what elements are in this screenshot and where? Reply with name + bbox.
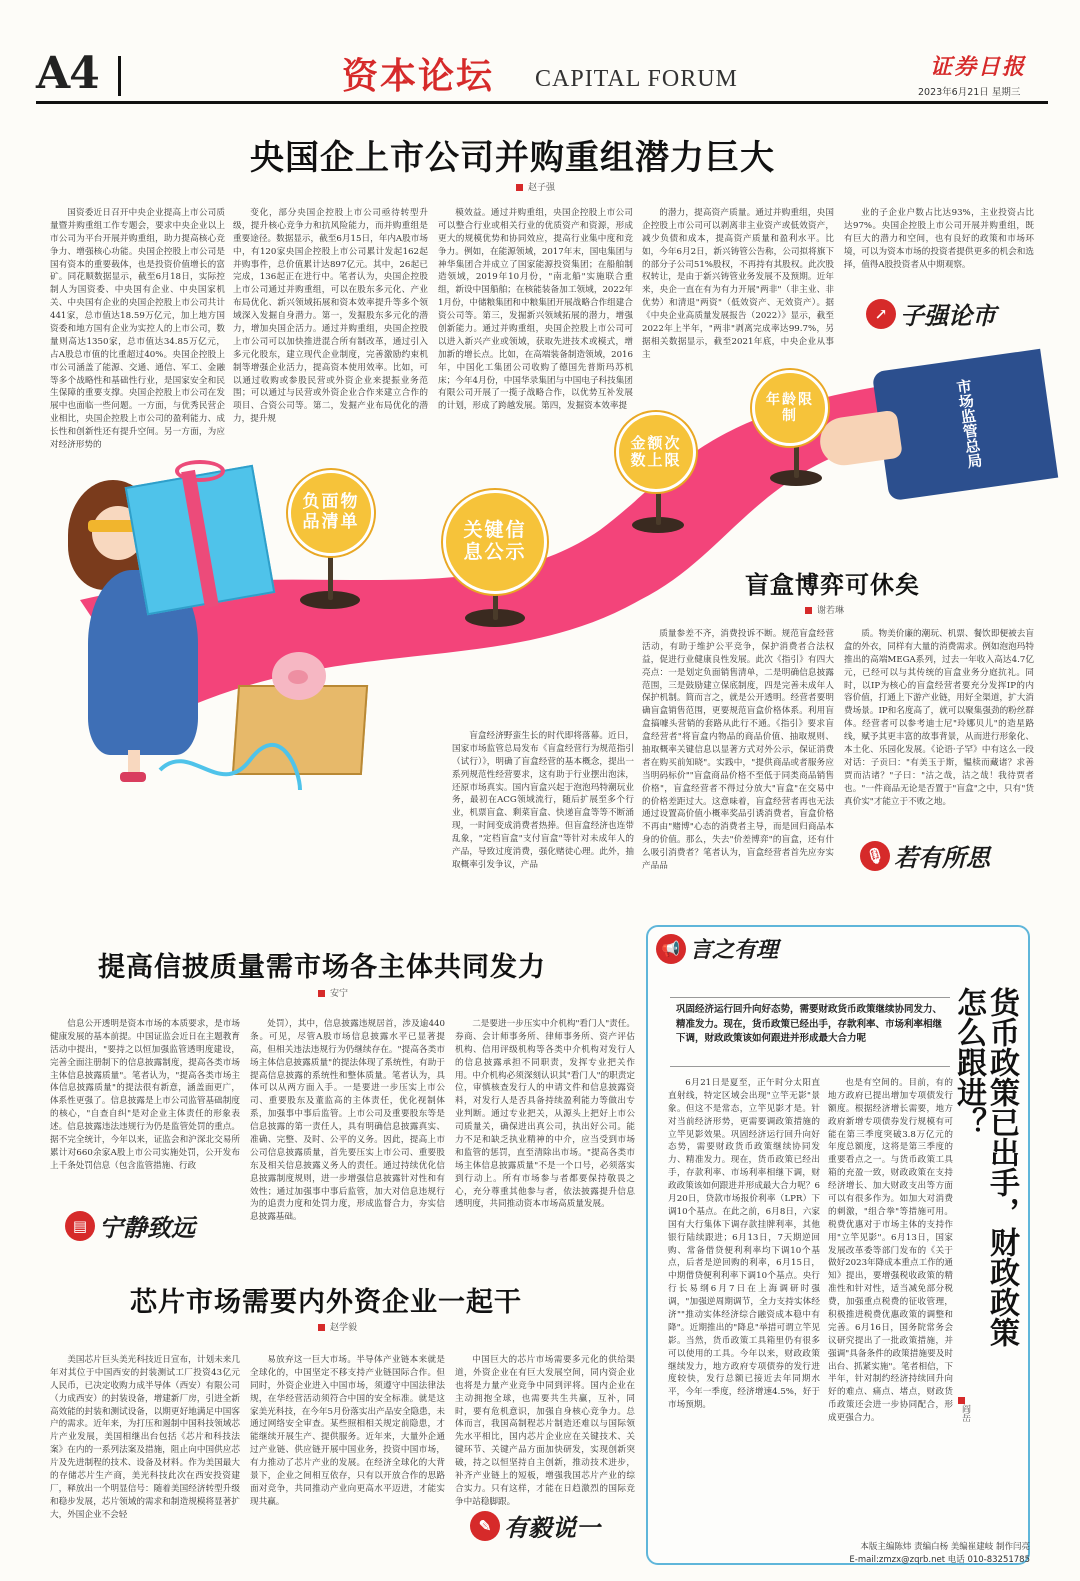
article-column	[50, 1018, 240, 1198]
article-column	[455, 1354, 635, 1507]
chart-icon: ↗	[866, 299, 896, 329]
section-title: 资本论坛	[342, 55, 495, 97]
issue-date: 2023年6月21日 星期三	[918, 87, 1021, 98]
paragraph: 处罚），其中，信息披露违规居首，涉及逾440条。可见，尽管A股市场信息披露水平已显著提高，但相关违法违规行为仍继续存在。"提高各类市场主体信息披露质量"的提法体现了系统性，有助于提高信息披露的系统性和整体质量。笔者认为，具体可以从两方面入手。一是要进一步压实上市公司、重要股东及董监高的主体责任，优化视制体系，加强事中事后监管。上市公司及重要股东等是信息披露的第一责任人，具有明确信息披露真实、准确、完整、及时、公平的义务。因此，提高上市公司信息披露质量，首先要压实上市公司、重要股东及相关信息披露义务人的责任。通过持续优化信息披露制度规则，进一步增强信息披露针对性和有效性；通过加强事中事后监管，加大对信息违规行为的追责力度和处罚力度，形成监督合力，夯实信息披露基础。	[250, 1019, 445, 1223]
article-column	[452, 730, 634, 890]
column-name: 言之有理	[690, 937, 779, 963]
article-column	[828, 1077, 953, 1547]
footer	[740, 1541, 1030, 1567]
headline: 芯片市场需要内外资企业一起干	[130, 1287, 522, 1318]
article-column	[455, 1018, 635, 1253]
microphone-icon: 🎙	[860, 841, 890, 871]
article-column	[250, 1354, 445, 1554]
sign-amount-limit: 金额次数上限	[616, 412, 696, 492]
section-title-en: CAPITAL FORUM	[535, 66, 738, 92]
column-name: 有毅说一	[504, 1513, 600, 1542]
gift-bow-icon	[175, 460, 225, 482]
paragraph: 也是有空间的。目前，有的地方政府已提出增加专项债发行额度。根据经济增长需要，地方政府新增专项债券发行规模有可能在第三季度突破3.8万亿元的年度总额度，这将是第三季度的重要看点之一。与货币政策工具箱的充盈一致，财政政策在支持经济增长、加大财政支出等方面可以有很多作为。如加大对消费的刺激，"组合拳"等措施可用。税费优惠对于市场主体的支持作用"立竿见影"。6月13日，国家发展改革委等部门发布的《关于做好2023年降成本重点工作的通知》提出，要增强税收政策的精准性和针对性，适当减免部分税费，加强重点税费的征收管理，积极推进税费优惠政策的调整和完善。6月16日，国务院常务会议研究提出了一批政策措施，并强调"具备条件的政策措施要及时出台、抓紧实施"。笔者相信，下半年，针对制约经济持续回升向好的难点、痛点、堵点，财政货币政策还会进一步协同配合，形成更强合力。	[828, 1078, 953, 1424]
paragraph: 美国芯片巨头美光科技近日宣布，计划未来几年对其位于中国西安的封装测试工厂投资43亿元人民币，已决定收购力成半导体（西安）有限公司（力成西安）的封装设备，增建新厂房，引进全新高效能的封装和测试设备，以期更好地满足中国客户的需求。近年来，为打压和遏制中国科技领域芯片产业发展，美国相继出台包括《芯片和科技法案》在内的一系列法案及措施，阻止向中国供应芯片及先进制程的技术、设备及材料。作为美国最大的存储芯片生产商，美光科技此次在西安投资建厂，释放出一个明显信号：随着美国经济转型升级和稳步发展，芯片领域的需求和制造规模将显著扩大，外国企业不会轻	[50, 1355, 240, 1520]
sleeve-label: 市场监管总局	[953, 377, 985, 470]
paragraph: 信息公开透明是资本市场的本质要求，是市场健康发展的基本前提。中国证监会近日在主题教育活动中提出，"要持之以恒加强监管透明度建设，完善全面注册制下的信息披露制度，提高各类市场主体信息披露质量"。笔者认为，"提高各类市场主体信息披露质量"的提法很有新意，涵盖面更广，体系性更强了。信息披露是上市公司监管基础制度的核心，"自查自纠"是对企业主体责任的形象表述。信息披露违法违规行为仍是监管处罚的重点。据不完全统计，今年以来，证监会和沪深北交易所累计对660余家A股上市公司实施处罚，公开发布上千条处罚信息（包含监管措施、行政	[50, 1019, 240, 1171]
summary-box	[670, 997, 950, 1067]
article-column	[642, 207, 834, 360]
page-number: A4	[36, 48, 99, 99]
sign-age-limit: 年龄限制	[752, 370, 828, 446]
paragraph: 二是要进一步压实中介机构"看门人"责任。券商、会计师事务所、律师事务所、资产评估机构、信用评级机构等各类中介机构对发行人的信息披露承担不同职责，发挥专业把关作用。中介机构必须深刻认识其"看门人"的职责定位，审慎核查发行人的申请文件和信息披露资料，对发行人是否具备持续盈利能力等做出专业判断。通过专业把关，从源头上把好上市公司质量关，确保进出真公司，执出好公司。能力不足和缺乏执业精神的中介，应当受到市场和监管的惩罚，直至清除出市场。"提高各类市场主体信息披露质量"不是一个口号，必须落实到行动上。所有市场参与者都要保持敬畏之心，充分尊重其他参与者，依法披露提升信息透明度，共同推动资本市场高质量发展。	[455, 1019, 635, 1210]
paragraph: 盲盒经济野蛮生长的时代即将落幕。近日，国家市场监管总局发布《盲盒经营行为规范指引（试行）》，明确了盲盒经营的基本概念，提出一系列规范性经营要求，这有助于行业摆出泡沫，还原市场真实。国内盲盒兴起于泡泡玛特潮玩业务，最初在ACG领域流行，随后扩展至多个行业，机票盲盒、剩菜盲盒、快递盲盒等等不断涌现，一时间变成消费者热捧。但盲盒经济也连带乱象，"定档盲盒"支付盲盒"等针对未成年人的产品，导致过度消费，强化赌徒心理。此外，抽取概率引发争议，产品	[452, 731, 634, 870]
masthead-divider	[118, 56, 121, 96]
sign-negative-list: 负面物品清单	[288, 470, 374, 556]
summary-text: 巩固经济运行回升向好态势，需要财政货币政策继续协同发力、精准发力。现在，货币政策已经出手，存款利率、市场利率相继下调，财政政策该如何跟进并形成最大合力呢	[676, 1004, 943, 1045]
byline: 赵学毅	[318, 1320, 357, 1333]
byline: 安宁	[318, 986, 348, 999]
editor-credits: 本版主编陈炜 责编白杨 美编崔建岐 制作闫亮	[860, 1542, 1030, 1552]
byline: 赵子强	[516, 180, 555, 193]
paragraph: 质。物美价廉的潮玩、机票、餐饮即便被去盲盒的外衣，同样有大量的消费需求。例如泡泡玛特推出的高端MEGA系列，过去一年收入高达4.7亿元，已经可以与其传统的盲盒业务分庭抗礼。同时，以IP为核心的盲盒经营者要充分发挥IP的内容价值，打通上下游产业链，用好全渠道，扩大消费场景。IP和名度高了，就可以聚集强劲的粉丝群体。经营者可以参考迪士尼"玲娜贝儿"的造星路线，赋予其更丰富的故事背景，从而进行形象化、本土化、乐园化发展。《论语·子罕》中有这么一段对话：子贡曰："有美玉于斯，韫椟而藏诸？求善贾而沽诸？"子曰："沽之哉，沽之哉！我待贾者也。"一件商品无论是否置于"盲盒"之中，只有"货真价实"才能立于不败之地。	[844, 629, 1034, 807]
paragraph: 的潜力，提高资产质量。通过并购重组，央国企控股上市公司可以剥离非主业资产或低效资产，减少负债和成本，提高资产质量和盈利水平。比如，今年6月2日，新兴铸管公告称，公司拟将旗下的部分子公司51%股权，不再持有其股权。此次股权转让，是由于新兴铸管业务发展不及预期。近年来，央企一直在有为有力开展"两非"（非主业、非优势）和清退"两资"（低效资产、无效资产）。据《中央企业高质量发展报告（2022）》显示，截至2022年上半年，"两非"剥离完成率达99.7%，另据相关数据显示，截至2021年底，中央企业从事主	[642, 208, 834, 360]
byline: 阎岳	[958, 1397, 972, 1422]
article-fiscal-policy	[646, 925, 1030, 1565]
paragraph: 中国巨大的芯片市场需要多元化的供给渠道，外资企业在有巨大发展空间，同内资企业也将是力量产业竞争中同到评将。国内企业在主动拥抱全球，也需要共生共赢，互补，同时，要有危机意识，加强自身核心竞争力。总体而言，我国高制程芯片制造还难以与国际领先水平相比，国内芯片企业应在关键技术、关键环节、关键产品方面加快研发，实现创新突破，持之以恒坚持自主创新，推动技术进步，补齐产业链上的短板，增强我国芯片产业的综合实力。只有这样，才能在日趋激烈的国际竞争中站稳脚跟。	[455, 1355, 635, 1507]
byline: 谢若琳	[805, 603, 844, 616]
megaphone-icon: 📢	[656, 934, 686, 964]
vertical-headline: 货币政策已出手，财政政策怎么跟进？	[951, 987, 1019, 1347]
column-name: 子强论市	[900, 301, 996, 330]
column-brand	[470, 1508, 600, 1543]
ribbon-curl	[150, 730, 310, 810]
column-brand	[65, 1208, 195, 1243]
column-brand	[860, 838, 990, 873]
paragraph: 变化，部分央国企控股上市公司亟待转型升级，提升核心竞争力和抗风险能力，而并购重组是重要途径。数据显示，截至6月15日，年内A股市场中，有120家央国企控股上市公司累计发起162起并购事件，总价值累计达897亿元。其中，26起已完成，136起正在进行中。笔者认为，央国企控股上市公司通过并购重组，可以在股东多元化、产业布局优化、新兴领域拓展和资本效率提升等多个领域深入发掘自身潜力。第一，发掘股东多元化的潜力，增加央国企活力。通过并购重组，央国企控股上市公司可以加快推进混合所有制改革，通过引入多元化股东，建立现代企业制度，完善激励约束机制等增强企业活力，提高资本使用效率。比如，可以通过收购或参股民营或外资企业来提振业务范围；可以通过与民营或外资企业合作来建立合作的项目、合资公司等。第二，发掘产业布局优化的潜力，提升规	[233, 208, 428, 425]
article-column	[668, 1077, 820, 1547]
article-column	[844, 628, 1034, 828]
masthead-rule	[36, 101, 1048, 104]
girl-shoe	[120, 772, 146, 782]
article-column	[844, 207, 1034, 297]
column-name: 若有所思	[894, 843, 990, 872]
paragraph: 国资委近日召开中央企业提高上市公司质量暨并购重组工作专题会，要求中央企业以上市公司为平台开展并购重组，助力提高核心竞争力、增强核心功能。央国企控股上市公司是国有资本的重要载体，也是投资价值增长的富矿。同花顺数据显示，截至6月18日，实际控制人为国资委、中央国有企业、中央国家机关、中央国有企业的央国企控股上市公司共计441家，总市值达18.59万亿元，加上地方国资委和地方国有企业为实控人的上市公司，数量则高达1350家，总市值达34.85万亿元，占A股总市值的比重超过40%。央国企控股上市公司涵盖了能源、交通、通信、军工、金融等多个战略性和基础性行业，是国家安全和民生保障的重要支撑。央国企控股上市公司在发展中也面临一些问题。一方面，与优秀民营企业相比，央国企控股上市公司的盈利能力、成长性和创新性还有提升空间。另一方面，为应对经济形势的	[50, 208, 225, 451]
paragraph: 易放弃这一巨大市场。半导体产业链本来就是全球化的，中国坚定不移支持产业链国际合作。但同时，外资企业进入中国市场，须遵守中国法律法规，在华经营活动须符合中国的安全标准。就是这家美光科技，在今年5月份落实出产品安全隐患，未通过网络安全审查。某些照相相关规定前隐患，才能继续开展生产、提供服务。近年来，大量外企通过产业链、供应链开展中国业务，投资中国市场，有力推动了芯片产业的发展。在经济全球化的大背景下，企业之间相互依存，只有以开放合作的思路面对竞争，共同推动产业向更高水平迈进，才能实现共赢。	[250, 1355, 445, 1507]
headline: 央国企上市公司并购重组潜力巨大	[250, 138, 775, 178]
column-brand	[656, 933, 778, 964]
masthead	[0, 0, 1080, 110]
sign-key-info: 关键信息公示	[443, 490, 547, 594]
paragraph: 质量参差不齐，消费投诉不断。规范盲盒经营活动，有助于维护公平竞争，保护消费者合法权益，促进行业健康良性发展。此次《指引》有四大亮点：一是划定负面销售清单，二是明确信息披露范围，三是鼓励建立保底制度，四是完善未成年人保护机制。简而言之，就是公开透明。经营者要明确盲盒销售范围，更要规范盲盒价格体系。利用盲盒搞噱头营销的套路从此行不通。《指引》要求盲盒经营者"将盲盒内物品的商品价值、抽取规则、抽取概率关键信息以显著方式对外公示，保证消费者在购买前知晓"。实践中，"提供商品或者服务应当明码标价""盲盒商品价格不至低于同类商品销售价格"，盲盒经营者不得过分放大"盲盒"在交易中的价格差距过大。这意味着，盲盒经营者再也无法通过设置高价值小概率奖品引诱消费者，盲盒价格不再由"赌博"心态的消费者主导，而是回归商品本身的价值。那么，失去"价差博弈"的盲盒，还有什么吸引消费者？笔者认为，盲盒经营者首先应夯实产品品	[642, 629, 834, 872]
article-column	[642, 628, 834, 890]
headline: 盲盒博弈可休矣	[745, 570, 920, 599]
megaphone-icon: ✎	[470, 1511, 500, 1541]
paragraph: 6月21日是夏至，正午时分太阳直直射线，特定区域会出现"立竿无影"景象。但这不是常态，立竿见影才是。针对当前经济形势，更需要调政策措施的立竿见影效果。巩固经济运行回升向好态势，需要财政货币政策继续协同发力、精准发力。现在，货币政策已经出手，存款利率、市场利率相继下调，财政政策该如何跟进并形成最大合力呢？6月20日，贷款市场报价利率（LPR）下调10个基点。在此之前，6月8日，六家国有大行集体下调存款挂牌利率，其他银行陆续跟进；6月13日，7天期逆回购、常备借贷便利利率均下调10个基点，后者是逆回购的利率，6月15日，中期借贷便利利率下调10个基点。央行行长易纲6月7日在上海调研时强调，"加强逆周期调节，全力支持实体经济""推动实体经济综合融资成本稳中有降"。近期推出的"降息"举措可谓立竿见影。当然，货币政策工具箱里仍有很多可以使用的工具。今年以来，财政政策继续发力，地方政府专项债券的发行进度较快，发行总额已接近去年同期水平，今年一季度，经济增速4.5%，好于市场预期。	[668, 1078, 820, 1411]
paragraph: 业的子企业户数占比达93%，主业投资占比达97%。央国企控股上市公司开展并购重组，既有巨大的潜力和空间，也有良好的政策和市场环境，可以为资本市场的投资者提供更多的机会和选择，值得A股投资者从中期观察。	[844, 208, 1034, 270]
column-name: 宁静致远	[99, 1213, 195, 1242]
book-icon: ▤	[65, 1211, 95, 1241]
paragraph: 模效益。通过并购重组，央国企控股上市公司可以整合行业或相关行业的优质资产和资源，形成更大的规模优势和协同效应，提高行业集中度和竞争力。例如，在能源领域，2017年末，国电集团与神华集团合并成立了国家能源投资集团；在船舶制造领域，2019年10月份，"南北船"实施联合重组，新设中国船舶；在核能装备加工领域，2022年1月份，中储粮集团和中粮集团开展战略合作组建合资公司等。第三，发掘新兴领域拓展的潜力，增强创新能力。通过并购重组，央国企控股上市公司可以进入新兴产业或领域，获取先进技术或模式，增加新的增长点。比如，在高端装备制造领域，2016年，中国化工集团公司收购了德国先普斯玛苏机床；今年4月份，中国华录集团与中国电子科技集团有限公司开展了一揽子战略合作，以优势互补发展的计划，形成了跨越发展。第四，发掘资本效率提	[438, 208, 633, 412]
contact-info: E-mail:zmzx@zqrb.net 电话 010-83251785	[849, 1554, 1030, 1565]
article-column	[50, 1354, 240, 1554]
pig-snout	[288, 670, 308, 684]
article-column	[250, 1018, 445, 1253]
headline: 提高信披质量需市场各主体共同发力	[98, 952, 546, 983]
paper-logo: 证券日报	[930, 54, 1027, 80]
